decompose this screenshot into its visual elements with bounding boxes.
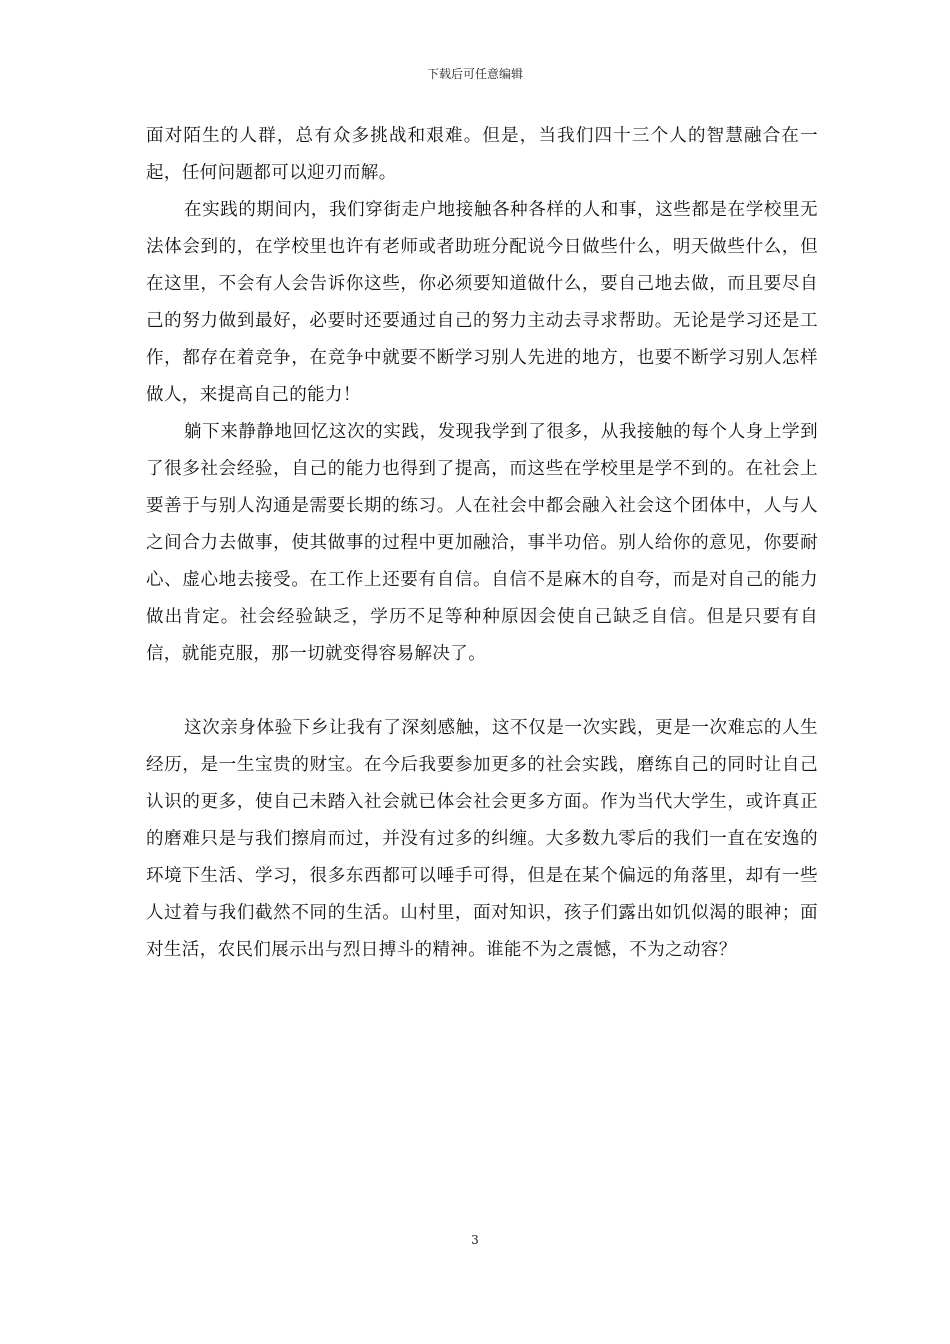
document-body	[146, 118, 818, 969]
paragraph-4: 这次亲身体验下乡让我有了深刻感触，这不仅是一次实践，更是一次难忘的人生经历，是一生宝贵的财宝。在今后我要参加更多的社会实践，磨练自己的同时让自己认识的更多，使自己未踏入社会就已体会社会更多方面。作为当代大学生，或许真正的磨难只是与我们擦肩而过，并没有过多的纠缠。大多数九零后的我们一直在安逸的环境下生活、学习，很多东西都可以唾手可得，但是在某个偏远的角落里，却有一些人过着与我们截然不同的生活。山村里，面对知识，孩子们露出如饥似渴的眼神；面对生活，农民们展示出与烈日搏斗的精神。谁能不为之震憾，不为之动容？	[146, 718, 818, 960]
paragraph-1: 面对陌生的人群，总有众多挑战和艰难。但是，当我们四十三个人的智慧融合在一起，任何问题都可以迎刃而解。	[146, 126, 818, 183]
page-number: 3	[471, 1233, 479, 1247]
paragraph-3: 躺下来静静地回忆这次的实践，发现我学到了很多，从我接触的每个人身上学到了很多社会经验，自己的能力也得到了提高，而这些在学校里是学不到的。在社会上要善于与别人沟通是需要长期的练习。人在社会中都会融入社会这个团体中，人与人之间合力去做事，使其做事的过程中更加融洽，事半功倍。别人给你的意见，你要耐心、虚心地去接受。在工作上还要有自信。自信不是麻木的自夸，而是对自己的能力做出肯定。社会经验缺乏，学历不足等种种原因会使自己缺乏自信。但是只要有自信，就能克服，那一切就变得容易解决了。	[146, 422, 818, 664]
paragraph-2: 在实践的期间内，我们穿街走户地接触各种各样的人和事，这些都是在学校里无法体会到的，在学校里也许有老师或者助班分配说今日做些什么，明天做些什么，但在这里，不会有人会告诉你这些，你必须要知道做什么，要自己地去做，而且要尽自己的努力做到最好，必要时还要通过自己的努力主动去寻求帮助。无论是学习还是工作，都存在着竞争，在竞争中就要不断学习别人先进的地方，也要不断学习别人怎样做人，来提高自己的能力！	[146, 200, 818, 405]
page-header: 下载后可任意编辑	[426, 67, 523, 81]
